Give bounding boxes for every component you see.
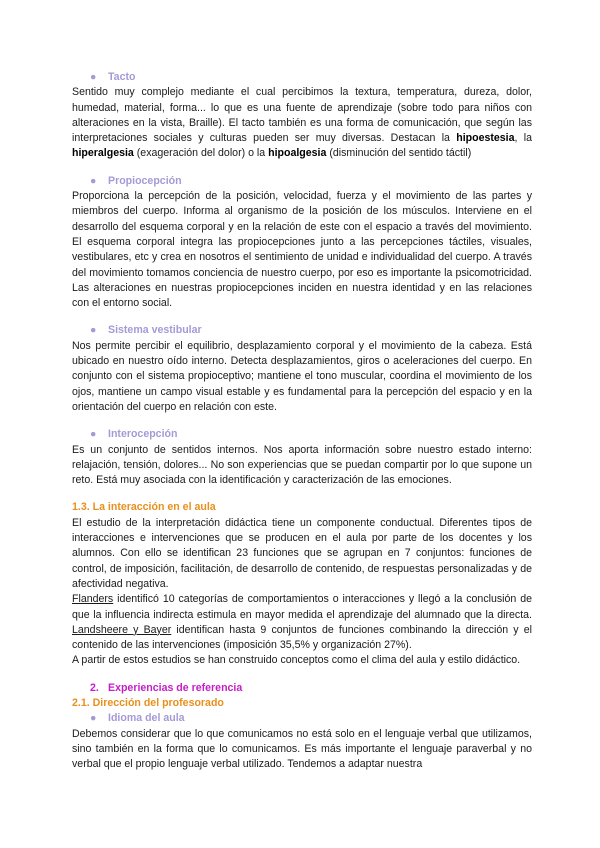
heading-tacto: ● Tacto [72, 70, 532, 85]
paragraph-tacto: Sentido muy complejo mediante el cual percibimos la textura, temperatura, dureza, dolor, humedad, material, forma... lo que es una fuente de aprendizaje (sobre todo para niños con alteraciones en la vista, Braille). El tacto también es una forma de comunicación, que según las interpretaciones sociales y culturas pueden ser muy diversas. Destacan la hipoestesia, la hiperalgesia (exageración del dolor) o la hipoalgesia (disminución del sentido táctil) [72, 86, 532, 160]
paragraph-interocepcion: Es un conjunto de sentidos internos. Nos aporta información sobre nuestro estado interno: relajación, tensión, dolores... No son experiencias que se puedan compartir por lo que supone un reto. Está muy asociada con la identificación y caracterización de las emociones. [72, 443, 532, 487]
bullet-icon: ● [90, 324, 97, 337]
heading-interaccion-aula: 1.3. La interacción en el aula [72, 501, 216, 514]
heading-propiocepcion: ● Propiocepción [72, 174, 532, 189]
heading-direccion-profesorado: 2.1. Dirección del profesorado [72, 696, 224, 709]
author-landsheere-bayer: Landsheere y Bayer [72, 623, 172, 636]
document-page [72, 70, 532, 772]
bullet-icon: ● [90, 71, 97, 83]
heading-experiencias-referencia: 2. Experiencias de referencia [90, 681, 243, 694]
heading-interocepcion: ● Interocepción [72, 427, 532, 442]
bullet-icon: ● [90, 428, 97, 441]
paragraph-propiocepcion: Proporciona la percepción de la posición, velocidad, fuerza y el movimiento de las partes y miembros del cuerpo. Informa al organismo de la posición de los músculos. Interviene en el desarrollo del esquema corporal y en la relación de este con el espacio a través del movimiento. El esquema corporal integra las propiocepciones junto a las percepciones táctiles, visuales, vestibulares, etc y crea en nosotros el sentimiento de unidad e individualidad del cuerpo. A través del movimiento tomamos conciencia de nuestro cuerpo, por eso es importante la psicomotricidad. Las alteraciones en nuestras propiocepciones inciden en nuestra identidad y en las relaciones con el entorno social. [72, 190, 532, 310]
paragraph-interaccion-2: Flanders identificó 10 categorías de comportamientos o interacciones y llegó a la conclusión de que la influencia indirecta estimula en mayor medida el aprendizaje del alumnado que la directa. Landsheere y Bayer identifican hasta 9 conjuntos de funciones combinando la dirección y el contenido de las intervenciones (imposición 35,5% y organización 27%). [72, 593, 532, 652]
paragraph-interaccion-3: A partir de estos estudios se han construido conceptos como el clima del aula y estilo didáctico. [72, 654, 521, 667]
bullet-icon: ● [90, 174, 97, 187]
paragraph-interaccion-1: El estudio de la interpretación didáctica tiene un componente conductual. Diferentes tipos de interacciones e intervenciones que se producen en el aula por parte de los docentes y los alumnos. Con ello se identifican 23 funciones que se agrupan en 7 conjuntos: funciones de control, de imposición, facilitación, de desarrollo de contenido, de respuestas personalizadas y de afectividad negativa. [72, 516, 532, 590]
paragraph-sistema-vestibular: Nos permite percibir el equilibrio, desplazamiento corporal y el movimiento de la cabeza. Está ubicado en nuestro oído interno. Detecta desplazamientos, giros o aceleraciones del cuerpo. En conjunto con el sistema propioceptivo; mantiene el tono muscular, coordina el movimiento de los ojos, mantiene un campo visual estable y es fundamental para la percepción del espacio y en la orientación del cuerpo en relación con este. [72, 339, 532, 413]
heading-sistema-vestibular: ● Sistema vestibular [72, 323, 532, 338]
bullet-icon: ● [90, 712, 97, 725]
author-flanders: Flanders [72, 593, 114, 606]
paragraph-idioma-aula: Debemos considerar que lo que comunicamos no está solo en el lenguaje verbal que utilizamos, sino también en la forma que lo comunicamos. Es más importante el lenguaje paraverbal y no verbal que el propio lenguaje verbal utilizado. Tendemos a adaptar nuestra [72, 727, 532, 771]
heading-idioma-aula: ● Idioma del aula [72, 711, 532, 726]
